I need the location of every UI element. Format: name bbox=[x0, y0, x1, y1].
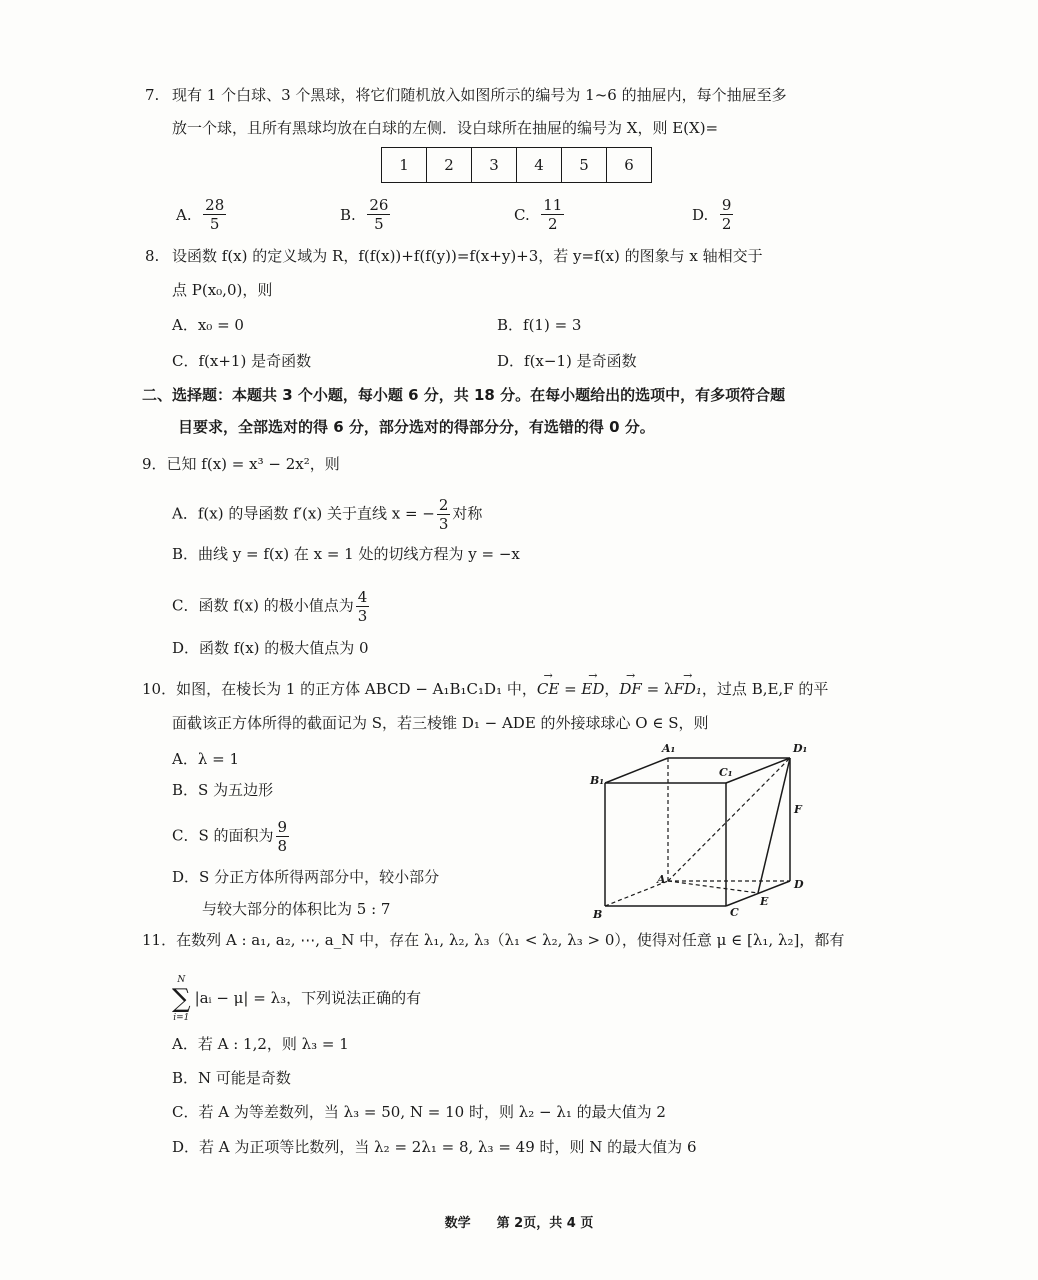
q8-stem-line2: 点 P(x₀,0)，则 bbox=[172, 281, 273, 299]
label-c1: C₁ bbox=[719, 766, 733, 779]
vector-df: → DF bbox=[619, 678, 641, 700]
edge-b1a1 bbox=[605, 758, 668, 783]
q7-option-d[interactable] bbox=[692, 196, 735, 233]
drawer-cell: 6 bbox=[624, 156, 634, 174]
vector-ed: → ED bbox=[581, 678, 604, 700]
fraction: $\frac{28}{5}$ bbox=[205, 196, 225, 233]
vector-ce: → CE bbox=[537, 678, 559, 700]
q10-stem-line2: 面截该正方体所得的截面记为 S，若三棱锥 D₁ − ADE 的外接球球心 O ∈ S，则 bbox=[172, 714, 709, 732]
hidden-segment-ae bbox=[668, 881, 758, 893]
fraction: $\frac{26}{5}$ bbox=[369, 196, 389, 233]
q7-stem-line1: 现有 1 个白球、3 个黑球，将它们随机放入如图所示的编号为 1~6 的抽屉内，每个抽屉至多 bbox=[172, 86, 787, 104]
q10-stem-line1: 10．如图，在棱长为 1 的正方体 ABCD − A₁B₁C₁D₁ 中，→ CE = → ED，→ DF = λ→ FD₁，过点 B,E,F 的平 bbox=[142, 678, 828, 700]
option-label: A. bbox=[176, 205, 192, 224]
label-d: D bbox=[794, 878, 804, 891]
section-header-line2: 目要求，全部选对的得 6 分，部分选对的得部分分，有选错的得 0 分。 bbox=[178, 418, 655, 436]
fraction: $\frac{2}{3}$ bbox=[438, 496, 449, 533]
fraction: $\frac{4}{3}$ bbox=[357, 588, 368, 625]
fraction: $\frac{9}{2}$ bbox=[721, 196, 732, 233]
vector-fd1: → FD₁ bbox=[673, 678, 701, 700]
q10-option-b[interactable]: B．S 为五边形 bbox=[172, 781, 274, 799]
option-label: C. bbox=[514, 205, 530, 224]
drawer-cell: 5 bbox=[562, 148, 607, 182]
label-e: E bbox=[760, 895, 769, 908]
q7-option-c[interactable] bbox=[514, 196, 566, 233]
fraction: $\frac{11}{2}$ bbox=[543, 196, 563, 233]
q7-option-b[interactable] bbox=[340, 196, 392, 233]
q7-number: 7. bbox=[145, 86, 160, 104]
edge-cd bbox=[726, 881, 790, 906]
q8-option-a[interactable]: A．x₀ = 0 bbox=[172, 316, 244, 334]
q10-option-d-line1[interactable]: D．S 分正方体所得两部分中，较小部分 bbox=[172, 868, 440, 886]
q10-option-c[interactable]: C．S 的面积为 $\frac{9}{8}$ bbox=[172, 818, 288, 855]
q11-option-d[interactable]: D．若 A 为正项等比数列，当 λ₂ = 2λ₁ = 8, λ₃ = 49 时，则 N 的最大值为 6 bbox=[172, 1138, 697, 1156]
drawer-row bbox=[381, 147, 652, 183]
page-footer: 数学 第 2页，共 4 页 bbox=[444, 1216, 594, 1231]
q8-option-c[interactable]: C．f(x+1) 是奇函数 bbox=[172, 352, 312, 370]
q8-option-b[interactable]: B．f(1) = 3 bbox=[497, 316, 582, 334]
fraction: $\frac{9}{8}$ bbox=[277, 818, 288, 855]
segment-d1e bbox=[758, 758, 790, 893]
label-d1: D₁ bbox=[793, 742, 808, 755]
q9-option-a[interactable]: A．f(x) 的导函数 f′(x) 关于直线 x = − $\frac{2}{3}$ 对称 bbox=[172, 496, 483, 533]
q11-stem-line1: 11．在数列 A : a₁, a₂, ⋯, a_N 中，存在 λ₁, λ₂, λ₃（λ₁ < λ₂, λ₃ > 0），使得对任意 μ ∈ [λ₁, λ₂]，都有 bbox=[142, 931, 845, 949]
q8-stem-line1: 设函数 f(x) 的定义域为 R，f(f(x))+f(f(y))=f(x+y)+3，若 y=f(x) 的图象与 x 轴相交于 bbox=[172, 247, 763, 265]
q7-stem-line2: 放一个球，且所有黑球均放在白球的左侧．设白球所在抽屉的编号为 X，则 E(X)= bbox=[172, 119, 719, 137]
q11-option-a[interactable]: A．若 A : 1,2，则 λ₃ = 1 bbox=[172, 1035, 349, 1053]
summation: N ∑ i=1 bbox=[172, 975, 191, 1023]
cube-figure bbox=[578, 738, 818, 922]
section-header-line1: 二、选择题：本题共 3 个小题，每小题 6 分，共 18 分。在每小题给出的选项中，有多项符合题 bbox=[142, 386, 786, 404]
q7-option-a[interactable] bbox=[176, 196, 228, 233]
label-b1: B₁ bbox=[590, 774, 605, 787]
q8-option-d[interactable]: D．f(x−1) 是奇函数 bbox=[497, 352, 637, 370]
q10-option-d-line2: 与较大部分的体积比为 5 : 7 bbox=[202, 900, 391, 918]
option-label: B. bbox=[340, 205, 356, 224]
q8-number: 8. bbox=[145, 247, 160, 265]
label-a: A bbox=[657, 873, 666, 886]
q9-option-c[interactable]: C．函数 f(x) 的极小值点为 $\frac{4}{3}$ bbox=[172, 588, 368, 625]
option-label: D. bbox=[692, 205, 709, 224]
q9-option-d[interactable]: D．函数 f(x) 的极大值点为 0 bbox=[172, 639, 369, 657]
label-c: C bbox=[730, 906, 739, 919]
drawer-cell: 4 bbox=[517, 148, 562, 182]
drawer-cell: 2 bbox=[427, 148, 472, 182]
q9-stem: 9．已知 f(x) = x³ − 2x²，则 bbox=[142, 455, 340, 473]
label-a1: A₁ bbox=[662, 742, 676, 755]
q11-stem-line2: N ∑ i=1 |aᵢ − μ| = λ₃，下列说法正确的有 bbox=[172, 975, 422, 1023]
q11-option-b[interactable]: B．N 可能是奇数 bbox=[172, 1069, 291, 1087]
q10-option-a[interactable]: A．λ = 1 bbox=[172, 750, 239, 768]
drawer-cell: 1 bbox=[382, 148, 427, 182]
edge-c1d1 bbox=[726, 758, 790, 783]
q9-option-b[interactable]: B．曲线 y = f(x) 在 x = 1 处的切线方程为 y = −x bbox=[172, 545, 520, 563]
label-b: B bbox=[593, 908, 603, 921]
label-f: F bbox=[794, 803, 802, 816]
q11-option-c[interactable]: C．若 A 为等差数列，当 λ₃ = 50, N = 10 时，则 λ₂ − λ₁ 的最大值为 2 bbox=[172, 1103, 666, 1121]
drawer-cell: 3 bbox=[472, 148, 517, 182]
